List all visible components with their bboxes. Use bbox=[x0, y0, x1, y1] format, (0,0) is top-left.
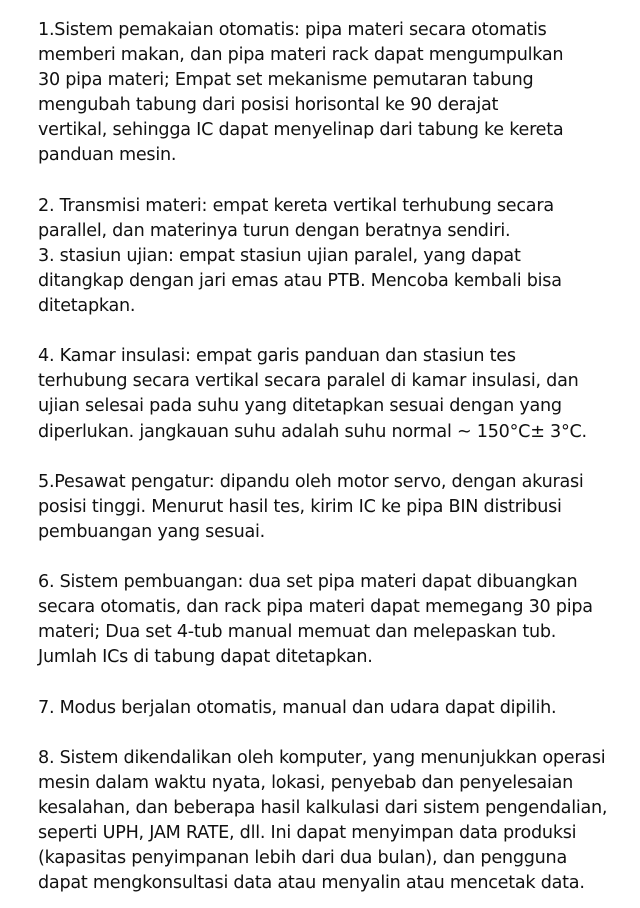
text-line: posisi tinggi. Menurut hasil tes, kirim IC ke pipa BIN distribusi bbox=[38, 496, 562, 517]
text-line: (kapasitas penyimpanan lebih dari dua bulan), dan pengguna bbox=[38, 848, 567, 869]
text-line: pembuangan yang sesuai. bbox=[38, 521, 265, 542]
paragraph-2-3-transmission-test-station bbox=[38, 194, 634, 319]
text-line: ujian selesai pada suhu yang ditetapkan sesuai dengan yang bbox=[38, 396, 562, 417]
text-line: 2. Transmisi materi: empat kereta vertikal terhubung secara bbox=[38, 195, 554, 216]
text-line: 7. Modus berjalan otomatis, manual dan udara dapat dipilih. bbox=[38, 697, 557, 718]
text-line: seperti UPH, JAM RATE, dll. Ini dapat menyimpan data produksi bbox=[38, 823, 577, 843]
text-line: terhubung secara vertikal secara paralel di kamar insulasi, dan bbox=[38, 371, 579, 392]
text-line: 4. Kamar insulasi: empat garis panduan dan stasiun tes bbox=[38, 346, 516, 367]
paragraph-7-running-modes bbox=[38, 696, 634, 721]
text-line: materi; Dua set 4-tub manual memuat dan melepaskan tub. bbox=[38, 622, 557, 643]
text-line: 3. stasiun ujian: empat stasiun ujian paralel, yang dapat bbox=[38, 245, 521, 266]
text-line: 1.Sistem pemakaian otomatis: pipa materi secara otomatis bbox=[38, 20, 547, 40]
paragraph-gap bbox=[38, 721, 634, 746]
text-line: 8. Sistem dikendalikan oleh komputer, yang menunjukkan operasi bbox=[38, 747, 606, 768]
text-line: parallel, dan materinya turun dengan beratnya sendiri. bbox=[38, 220, 511, 241]
text-line: ditetapkan. bbox=[38, 296, 136, 317]
text-line: dapat mengkonsultasi data atau menyalin atau mencetak data. bbox=[38, 873, 585, 894]
text-line: diperlukan. jangkauan suhu adalah suhu normal ~ 150°C± 3°C. bbox=[38, 421, 587, 442]
paragraph-gap bbox=[38, 319, 634, 344]
text-line: kesalahan, dan beberapa hasil kalkulasi dari sistem pengendalian, bbox=[38, 797, 608, 818]
text-line: 6. Sistem pembuangan: dua set pipa materi dapat dibuangkan bbox=[38, 572, 578, 593]
paragraph-5-sorter bbox=[38, 470, 634, 545]
paragraph-gap bbox=[38, 445, 634, 470]
text-line: vertikal, sehingga IC dapat menyelinap dari tabung ke kereta bbox=[38, 120, 564, 141]
text-line: 30 pipa materi; Empat set mekanisme pemutaran tabung bbox=[38, 70, 534, 91]
text-line: secara otomatis, dan rack pipa materi dapat memegang 30 pipa bbox=[38, 597, 593, 618]
text-line: Jumlah ICs di tabung dapat ditetapkan. bbox=[38, 647, 373, 668]
paragraph-gap bbox=[38, 169, 634, 194]
text-line: mesin dalam waktu nyata, lokasi, penyebab dan penyelesaian bbox=[38, 772, 574, 793]
text-line: 5.Pesawat pengatur: dipandu oleh motor servo, dengan akurasi bbox=[38, 471, 584, 492]
text-line: ditangkap dengan jari emas atau PTB. Mencoba kembali bisa bbox=[38, 270, 562, 291]
paragraph-8-computer-control bbox=[38, 746, 634, 897]
paragraph-6-discharge-system bbox=[38, 570, 634, 670]
paragraph-4-insulation-chamber bbox=[38, 344, 634, 444]
text-line: memberi makan, dan pipa materi rack dapat mengumpulkan bbox=[38, 45, 564, 66]
paragraph-gap bbox=[38, 545, 634, 570]
paragraph-gap bbox=[38, 670, 634, 695]
text-line: mengubah tabung dari posisi horisontal ke 90 derajat bbox=[38, 95, 499, 116]
paragraph-1-automatic-feeding bbox=[38, 18, 634, 169]
text-line: panduan mesin. bbox=[38, 145, 177, 166]
document-body bbox=[38, 18, 634, 896]
